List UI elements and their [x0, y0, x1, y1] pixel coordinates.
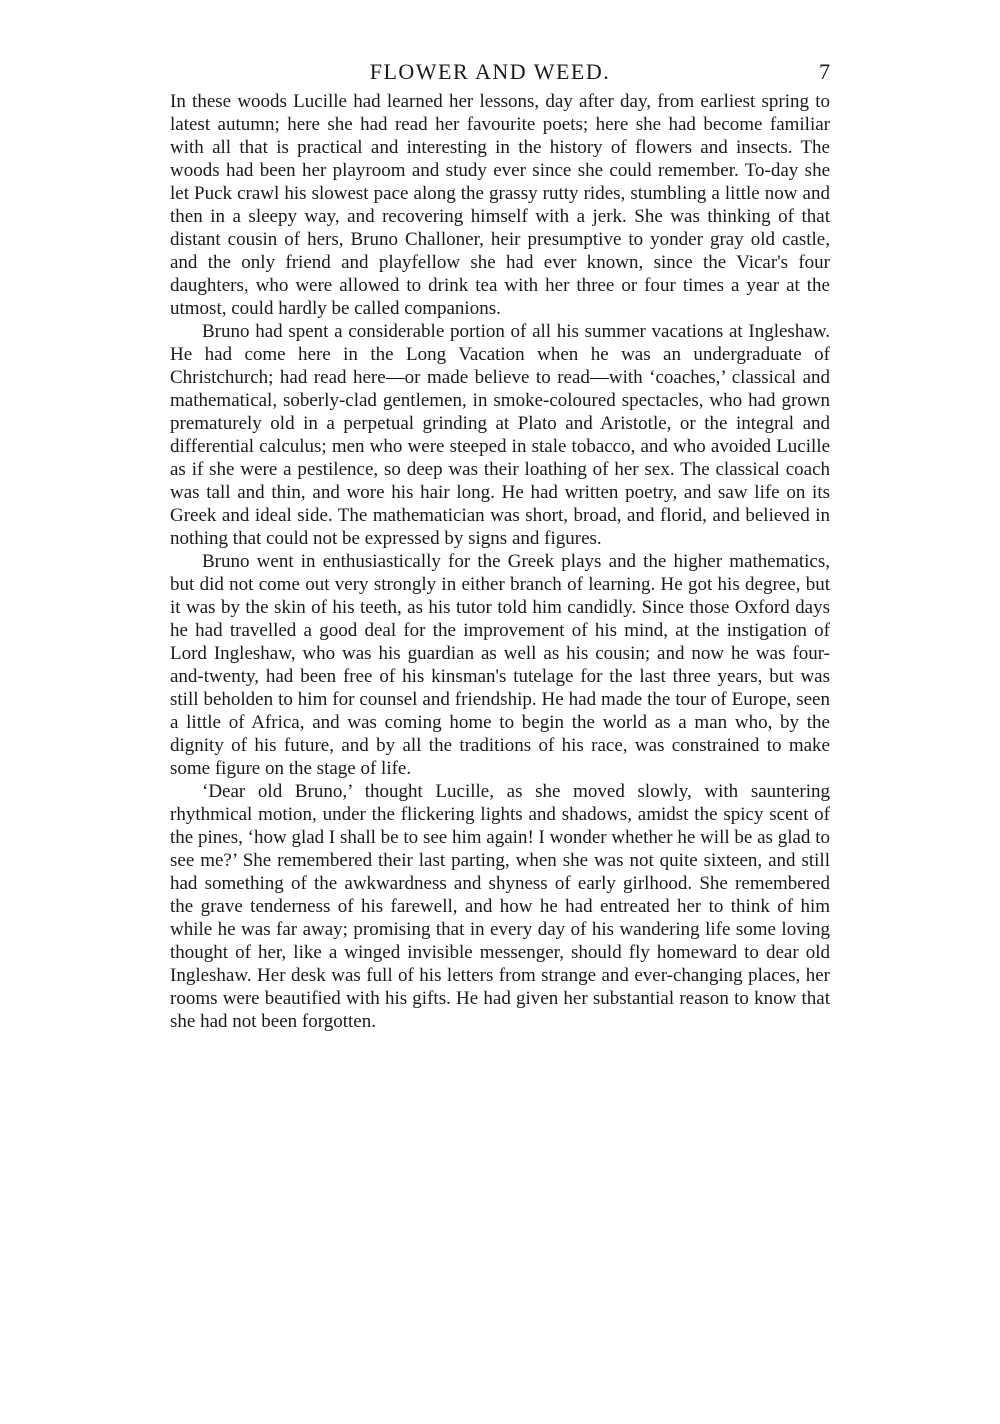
running-head [170, 56, 830, 88]
paragraph-1: In these woods Lucille had learned her lessons, day after day, from earliest spring to latest autumn; here she had read her favourite poets; here she had become familiar with all that is practical and interesting in the history of flowers and insects. The woods had been her playroom and study ever since she could remember. To-day she let Puck crawl his slowest pace along the grassy rutty rides, stumbling a little now and then in a sleepy way, and recovering himself with a jerk. She was thinking of that distant cousin of hers, Bruno Challoner, heir presumptive to yonder gray old castle, and the only friend and playfellow she had ever known, since the Vicar's four daughters, who were allowed to drink tea with her three or four times a year at the utmost, could hardly be called companions. [170, 91, 830, 319]
body-text [170, 90, 830, 1033]
paragraph-4: ‘Dear old Bruno,’ thought Lucille, as she moved slowly, with sauntering rhythmical motion, under the flickering lights and shadows, amidst the spicy scent of the pines, ‘how glad I shall be to see him again! I wonder whether he will be as glad to see me?’ She remembered their last parting, when she was not quite sixteen, and still had something of the awkwardness and shyness of early girlhood. She remembered the grave tenderness of his farewell, and how he had entreated her to think of him while he was far away; promising that in every day of his wandering life some loving thought of her, like a winged invisible messenger, should fly homeward to dear old Ingleshaw. Her desk was full of his letters from strange and ever-changing places, her rooms were beautified with his gifts. He had given her substantial reason to know that she had not been forgotten. [170, 781, 830, 1032]
paragraph-3: Bruno went in enthusiastically for the Greek plays and the higher mathematics, but did not come out very strongly in either branch of learning. He got his degree, but it was by the skin of his teeth, as his tutor told him candidly. Since those Oxford days he had travelled a good deal for the improvement of his mind, at the instigation of Lord Ingleshaw, who was his guardian as well as his cousin; and now he was four-and-twenty, had been free of his kinsman's tutelage for the last three years, but was still beholden to him for counsel and friendship. He had made the tour of Europe, seen a little of Africa, and was coming home to begin the world as a man who, by the dignity of his future, and by all the traditions of his race, was constrained to make some figure on the stage of life. [170, 551, 830, 779]
paragraph-2: Bruno had spent a considerable portion of all his summer vacations at Ingleshaw. He had come here in the Long Vacation when he was an undergraduate of Christchurch; had read here—or made believe to read—with ‘coaches,’ classical and mathematical, soberly-clad gentlemen, in smoke-coloured spectacles, who had grown prematurely old in a perpetual grinding at Plato and Aristotle, or the integral and differential calculus; men who were steeped in stale tobacco, and who avoided Lucille as if she were a pestilence, so deep was their loathing of her sex. The classical coach was tall and thin, and wore his hair long. He had written poetry, and saw life on its Greek and ideal side. The mathematician was short, broad, and florid, and believed in nothing that could not be expressed by signs and figures. [170, 321, 830, 549]
page-number: 7 [819, 59, 830, 84]
running-title: FLOWER AND WEED. [369, 59, 611, 84]
